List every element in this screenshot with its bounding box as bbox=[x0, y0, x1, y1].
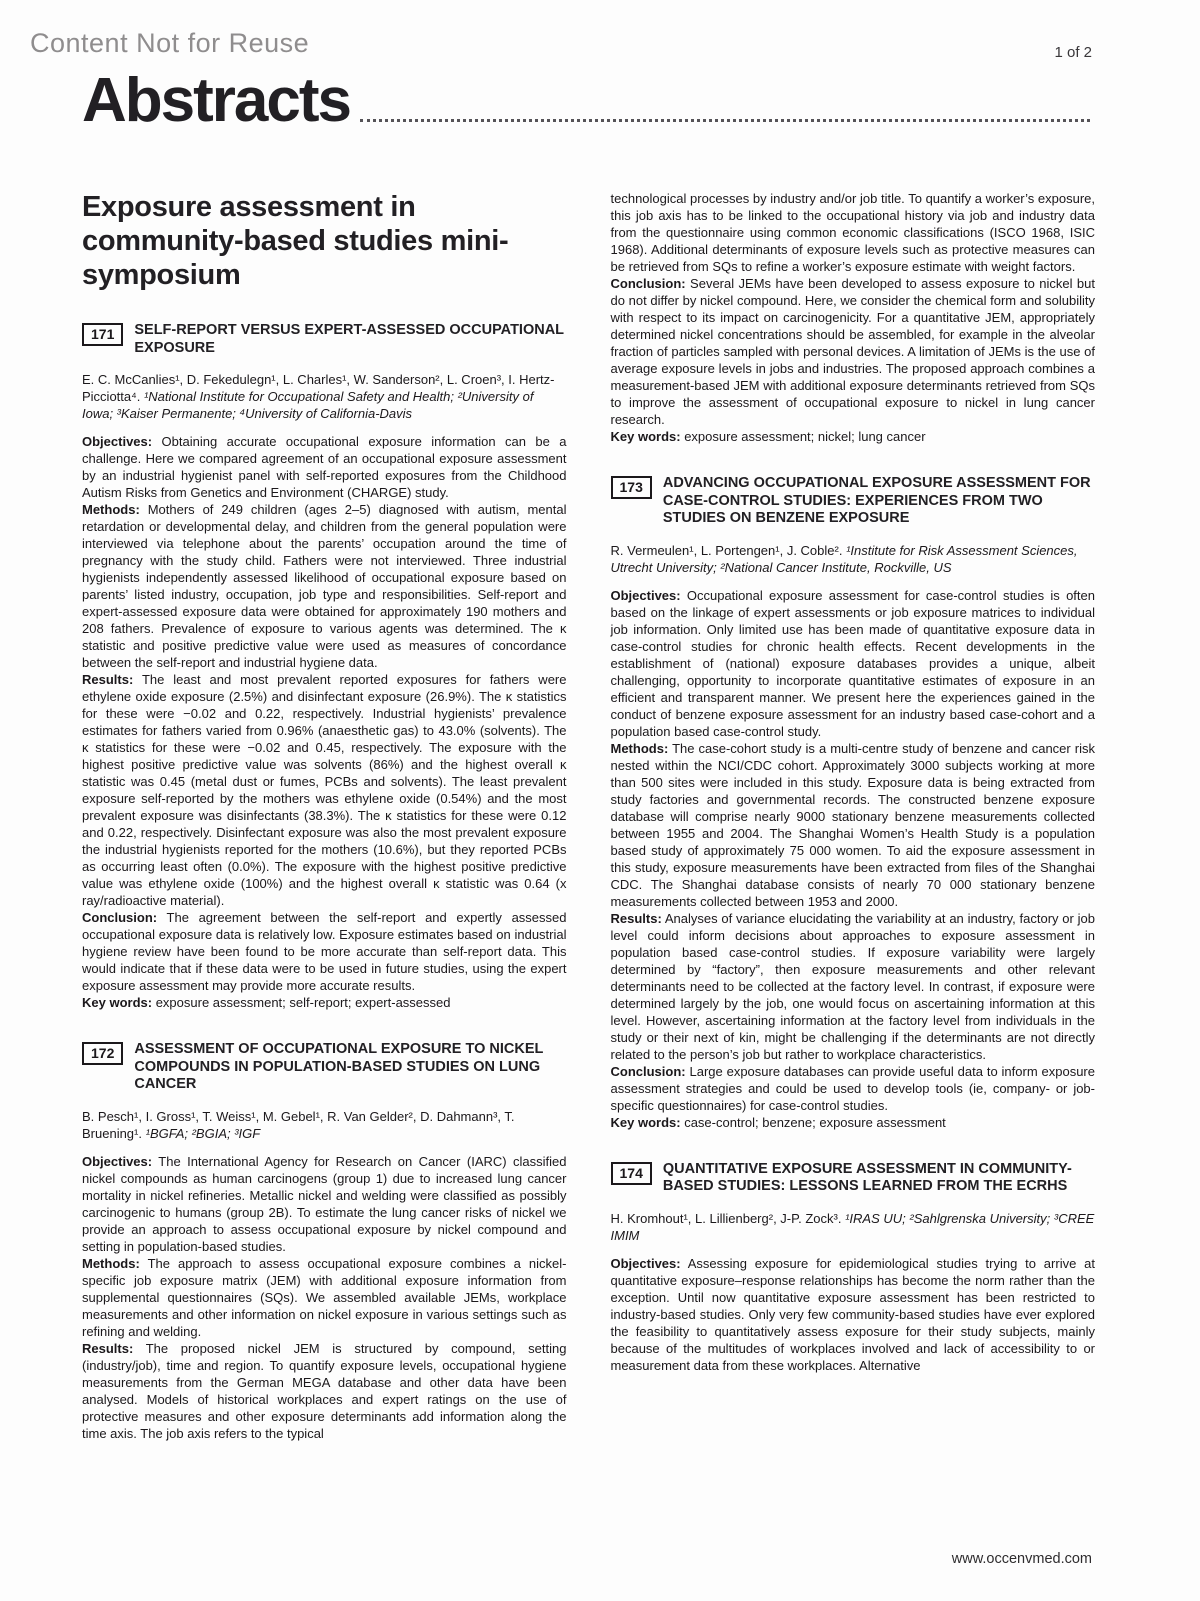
section-label: Results: bbox=[610, 910, 662, 926]
section-label: Methods: bbox=[82, 1255, 140, 1271]
author-affiliations: ¹BGFA; ²BGIA; ³IGF bbox=[145, 1125, 261, 1141]
abstract-conclusion bbox=[611, 275, 1096, 428]
section-text: exposure assessment; self-report; expert-assessed bbox=[155, 995, 451, 1010]
abstract-keywords bbox=[82, 994, 567, 1011]
abstract-authors bbox=[611, 542, 1096, 576]
abstract-conclusion bbox=[82, 909, 567, 994]
abstract-objectives bbox=[611, 587, 1096, 740]
section-text: The International Agency for Research on Cancer (IARC) classified nickel compounds as human carcinogens (group 1) due to increased lung cancer mortality in nickel refineries. Metallic nickel and welding were classified as possibly carcinogenic to humans (group 2B). To estimate the lung cancer risks of nickel we provide an approach to assess occupational exposure by nickel compound and setting in population-based studies. bbox=[82, 1153, 567, 1254]
section-text: Mothers of 249 children (ages 2–5) diagnosed with autism, mental retardation or developmental delay, and children from the general population were interviewed via telephone about the parents’ occupation around the time of pregnancy with the study child. Fathers were not interviewed. Three industrial hygienists independently assessed likelihood of occupational exposure based on parents’ listed industry, occupation, job type and responsibilities. Self-report and expert-assessed exposure data were obtained for approximately 190 mothers and 208 fathers. Prevalence of exposure to various agents was determined. The κ statistic and positive predictive value were used as measures of concordance between the self-report and industrial hygiene data. bbox=[82, 502, 567, 670]
right-column bbox=[611, 190, 1096, 1442]
section-label: Results: bbox=[82, 1340, 134, 1356]
abstract-174 bbox=[611, 1161, 1096, 1374]
section-label: Methods: bbox=[82, 502, 140, 517]
abstract-title: ADVANCING OCCUPATIONAL EXPOSURE ASSESSMENT FOR CASE-CONTROL STUDIES: EXPERIENCES FROM TWO STUDIES ON BENZENE EXPOSURE bbox=[662, 475, 1091, 526]
section-text: Occupational exposure assessment for case-control studies is often based on the linkage of expert assessments or job exposure matrices to individual job information. Only limited use has been made of quantitative exposure data in case-control studies for chronic health effects. Recent developments in the establishment of (national) exposure databases provides a unique, albeit challenging, opportunity to incorporate quantitative estimates of exposure in an efficient and transparent manner. We present here the experiences gained in the conduct of benzene exposure assessment for an industry based case-cohort and a population based case-control study. bbox=[610, 587, 1095, 739]
section-label: Objectives: bbox=[82, 434, 153, 449]
abstract-174-heading bbox=[611, 1161, 1096, 1196]
author-names: H. Kromhout¹, L. Lillienberg², J-P. Zock³. bbox=[610, 1210, 842, 1226]
section-text: Large exposure databases can provide useful data to inform exposure assessment strategies and could be used to develop tools (ie, company- or job-specific questionnaires) for case-control studies. bbox=[610, 1063, 1095, 1113]
section-text: The proposed nickel JEM is structured by compound, setting (industry/job), time and region. To quantify exposure levels, occupational hygiene measurements from the German MEGA database and other data have been analysed. Models of historical workplaces and expert ratings on the use of protective measures and other exposure determinants add information along the time axis. The job axis refers to the typical bbox=[82, 1340, 567, 1441]
section-label: Key words: bbox=[610, 1114, 681, 1130]
section-text: Assessing exposure for epidemiological studies trying to arrive at quantitative exposure–response relationships has become the norm rather than the exception. Until now quantitative exposure assessment has been restricted to industry-based studies. Only very few community-based studies have ever explored the feasibility to quantitatively assess exposure for their study subjects, mainly because of the multitudes of workplaces involved and lack of accessibility to or measurement data from these workplaces. Alternative bbox=[610, 1255, 1095, 1373]
section-text: Analyses of variance elucidating the variability at an industry, factory or job level could inform decisions about approaches to exposure assessment in population based case-control studies. If exposure variability were largely determined by “factory”, then exposure measurements and other relevant determinants need to be collected at the factory level. In contrast, if exposure were determined largely by the job, one would focus on ascertaining information at this level. However, ascertaining information at the factory level from individuals in the study or their next of kin, might be challenging if the determinants are not directly related to the person’s job but rather to workplace characteristics. bbox=[610, 910, 1095, 1062]
content-columns bbox=[82, 190, 1095, 1442]
abstract-conclusion bbox=[611, 1063, 1096, 1114]
section-label: Key words: bbox=[610, 429, 681, 444]
abstract-results bbox=[611, 910, 1096, 1063]
section-label: Objectives: bbox=[610, 1255, 681, 1271]
abstract-title: SELF-REPORT VERSUS EXPERT-ASSESSED OCCUPATIONAL EXPOSURE bbox=[134, 322, 564, 356]
abstract-results-part2 bbox=[611, 190, 1096, 275]
left-column bbox=[82, 190, 567, 1442]
section-text: Obtaining accurate occupational exposure information can be a challenge. Here we compared agreement of an occupational exposure assessment by an industrial hygienist panel with self-reported exposures from the Childhood Autism Risks from Genetics and Environment (CHARGE) study. bbox=[82, 434, 567, 500]
section-text: technological processes by industry and/or job title. To quantify a worker’s exposure, this job axis has to be linked to the occupational history via job and industry data from the questionnaire using common economic classifications (ISCO 1968, ISIC 1968). Additional determinants of exposure levels such as protective measures can be retrieved from SQs to refine a worker’s exposure estimate with weight factors. bbox=[610, 191, 1095, 274]
abstract-171-heading bbox=[82, 322, 567, 357]
page-title: Abstracts bbox=[82, 66, 350, 135]
section-label: Results: bbox=[82, 672, 134, 687]
section-label: Objectives: bbox=[610, 587, 681, 603]
abstract-title: ASSESSMENT OF OCCUPATIONAL EXPOSURE TO NICKEL COMPOUNDS IN POPULATION-BASED STUDIES ON LUNG CANCER bbox=[134, 1041, 544, 1092]
abstract-171 bbox=[82, 322, 567, 1011]
abstract-title: QUANTITATIVE EXPOSURE ASSESSMENT IN COMMUNITY-BASED STUDIES: LESSONS LEARNED FROM THE ECRHS bbox=[662, 1160, 1072, 1194]
abstract-results bbox=[82, 671, 567, 909]
abstract-objectives bbox=[611, 1255, 1096, 1374]
section-text: The agreement between the self-report and expertly assessed occupational exposure data is relatively low. Exposure estimates based on industrial hygiene review have been found to be more accurate than self-report data. This would indicate that if these data were to be used in future studies, using the expert exposure assessment may provide more accurate results. bbox=[82, 910, 567, 993]
abstract-173-heading bbox=[611, 475, 1096, 528]
abstract-172-continued bbox=[611, 190, 1096, 445]
section-text: case-control; benzene; exposure assessment bbox=[684, 1114, 946, 1130]
author-names: B. Pesch¹, I. Gross¹, T. Weiss¹, M. Gebel¹, R. Van Gelder², D. Dahmann³, T. Bruening¹. bbox=[82, 1108, 515, 1141]
abstract-172-heading bbox=[82, 1041, 567, 1094]
abstract-number-badge: 172 bbox=[82, 1042, 123, 1065]
dotted-leader-rule bbox=[360, 119, 1090, 122]
abstract-methods bbox=[82, 501, 567, 671]
abstract-173 bbox=[611, 475, 1096, 1131]
abstract-number-badge: 171 bbox=[82, 323, 123, 346]
section-label: Conclusion: bbox=[610, 1063, 686, 1079]
section-text: Several JEMs have been developed to assess exposure to nickel but do not differ by nickel compound. Here, we consider the chemical form and solubility with respect to its impact on carcinogenicity. For a quantitative JEM, appropriately determined nickel concentrations should be assembled, for example in the alveolar fraction of particles sampled with personal devices. A limitation of JEMs is the use of average exposure levels in jobs and industries. The proposed approach combines a measurement-based JEM with additional exposure determinants retrieved from SQs to improve the assessment of occupational exposure to nickel in lung cancer research. bbox=[610, 276, 1095, 427]
abstract-objectives bbox=[82, 1153, 567, 1255]
abstract-number-badge: 174 bbox=[611, 1162, 652, 1185]
author-names: E. C. McCanlies¹, D. Fekedulegn¹, L. Charles¹, W. Sanderson², L. Croen³, I. Hertz-Picciotta⁴. bbox=[82, 372, 555, 404]
author-names: R. Vermeulen¹, L. Portengen¹, J. Coble². bbox=[610, 542, 843, 558]
abstract-172 bbox=[82, 1041, 567, 1442]
abstract-keywords bbox=[611, 1114, 1096, 1131]
footer-url: www.occenvmed.com bbox=[951, 1551, 1092, 1567]
abstract-number-badge: 173 bbox=[611, 476, 652, 499]
section-label: Conclusion: bbox=[82, 910, 158, 925]
section-text: The least and most prevalent reported exposures for fathers were ethylene oxide exposure (2.5%) and disinfectant exposure (26.9%). The κ statistics for these were −0.02 and 0.22, respectively. Industrial hygienists’ prevalence estimates for fathers varied from 0.96% (anaesthetic gas) to 43.0% (solvents). The κ statistics for these were −0.02 and 0.45, respectively. The exposure with the highest positive predictive value was solvents (86%) and the highest overall κ statistic was 0.45 (metal dust or fumes, PCBs and solvents). The least prevalent exposure self-reported by the mothers was ethylene oxide (0.54%) and the most prevalent exposure was disinfectants (38.3%). The κ statistics for these were 0.12 and 0.22, respectively. Disinfectant exposure was also the most prevalent exposure the industrial hygienists reported for the mothers (10.6%), but they reported PCBs as occurring least often (0.0%). The exposure with the highest positive predictive value was ethylene oxide (100%) and the highest overall κ statistic was 0.64 (x ray/radioactive material). bbox=[82, 672, 567, 908]
abstract-methods bbox=[611, 740, 1096, 910]
abstract-results-part1 bbox=[82, 1340, 567, 1442]
section-label: Methods: bbox=[610, 740, 669, 756]
abstract-authors bbox=[611, 1210, 1096, 1244]
abstract-methods bbox=[82, 1255, 567, 1340]
author-affiliations: ¹IRAS UU; ²Sahlgrenska University; ³CREE IMIM bbox=[610, 1210, 1095, 1243]
section-label: Objectives: bbox=[82, 1153, 153, 1169]
author-affiliations: ¹National Institute for Occupational Safety and Health; ²University of Iowa; ³Kaiser Permanente; ⁴University of California-Davis bbox=[82, 389, 534, 421]
section-text: exposure assessment; nickel; lung cancer bbox=[684, 429, 926, 444]
abstract-authors bbox=[82, 1108, 567, 1142]
abstract-objectives bbox=[82, 433, 567, 501]
masthead bbox=[82, 66, 1094, 135]
section-text: The approach to assess occupational exposure combines a nickel-specific job exposure matrix (JEM) with additional exposure information from supplemental questionnaires (SQs). We assembled available JEMs, workplace measurements and other information on nickel exposure in various settings such as refining and welding. bbox=[82, 1255, 567, 1339]
author-affiliations: ¹Institute for Risk Assessment Sciences, Utrecht University; ²National Cancer Institute, Rockville, US bbox=[610, 542, 1078, 575]
session-title: Exposure assessment in community-based studies mini-symposium bbox=[82, 191, 509, 291]
abstract-authors bbox=[82, 371, 567, 422]
section-text: The case-cohort study is a multi-centre study of benzene and cancer risk nested within the NCI/CDC cohort. Approximately 3000 subjects working at more than 500 sites were included in this study. Exposure data is being extracted from study factories and governmental records. The constructed benzene exposure database will comprise nearly 9000 stationary benzene measurements collected between 1955 and 2004. The Shanghai Women’s Health Study is a population based study of approximately 75 000 women. To aid the exposure assessment in this study, exposure measurements have been extracted from files of the Shanghai CDC. The Shanghai database consists of nearly 70 000 stationary benzene measurements collected between 1953 and 2000. bbox=[610, 740, 1095, 909]
section-label: Conclusion: bbox=[610, 276, 686, 291]
page-indicator: 1 of 2 bbox=[1054, 44, 1092, 61]
abstract-keywords bbox=[611, 428, 1096, 445]
section-label: Key words: bbox=[82, 995, 153, 1010]
watermark-text: Content Not for Reuse bbox=[30, 28, 310, 58]
